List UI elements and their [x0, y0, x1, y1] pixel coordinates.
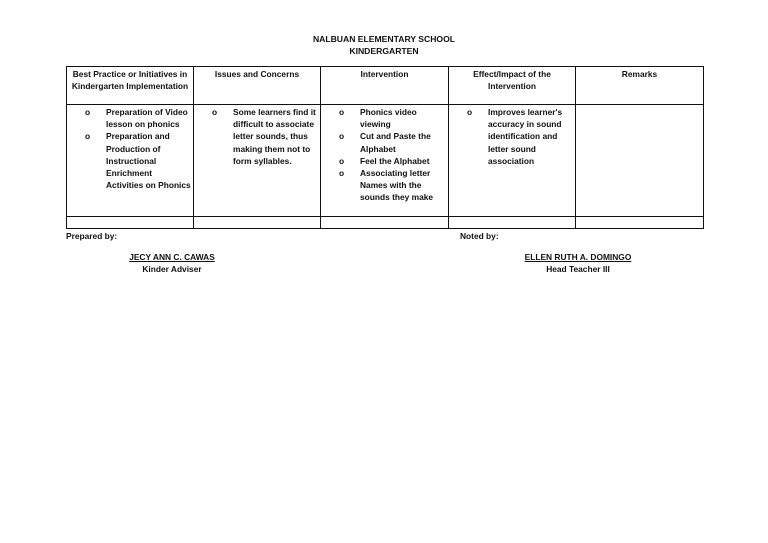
list-item — [323, 167, 446, 204]
table-empty-row — [67, 217, 704, 229]
intervention-list — [323, 106, 446, 204]
bullet-icon: o — [212, 107, 218, 117]
noted-by-title: Head Teacher III — [546, 264, 610, 274]
list-item — [69, 106, 191, 130]
best-practice-list — [69, 106, 191, 191]
list-item-text: Phonics video viewing — [360, 107, 417, 130]
col-header-remarks: Remarks — [576, 67, 704, 105]
report-table — [66, 66, 704, 229]
list-item — [451, 106, 573, 167]
table-header-row — [67, 67, 704, 105]
list-item — [323, 130, 446, 154]
grade-level: KINDERGARTEN — [349, 46, 419, 56]
bullet-icon: o — [339, 168, 345, 179]
school-name: NALBUAN ELEMENTARY SCHOOL — [312, 34, 456, 44]
col-header-effect: Effect/Impact of the Intervention — [449, 67, 576, 105]
empty-cell — [67, 217, 194, 229]
list-item — [323, 155, 446, 167]
list-item-text: Cut and Paste the Alphabet — [360, 131, 431, 154]
bullet-icon: o — [339, 155, 345, 166]
list-item-text: Feel the Alphabet — [360, 155, 430, 166]
empty-cell — [449, 217, 576, 229]
bullet-icon: o — [339, 131, 345, 142]
list-item — [196, 106, 318, 167]
cell-effect — [449, 105, 576, 217]
cell-best-practice — [67, 105, 194, 217]
noted-by-signature — [478, 251, 678, 275]
list-item — [69, 130, 191, 191]
prepared-by-title: Kinder Adviser — [142, 264, 202, 274]
bullet-icon: o — [85, 107, 91, 117]
cell-intervention — [321, 105, 449, 217]
bullet-icon: o — [85, 131, 91, 142]
bullet-icon: o — [339, 107, 345, 117]
issues-list — [196, 106, 318, 167]
list-item-text: Preparation of Video lesson on phonics — [106, 107, 188, 130]
empty-cell — [194, 217, 321, 229]
noted-by-name: ELLEN RUTH A. DOMINGO — [524, 252, 632, 262]
list-item-text: Some learners find it difficult to associate letter sounds, thus making them not to form syllables. — [233, 107, 316, 166]
bullet-icon: o — [467, 107, 473, 117]
col-header-best-practice: Best Practice or Initiatives in Kindergarten Implementation — [67, 67, 194, 105]
list-item-text: Improves learner's accuracy in sound identification and letter sound association — [488, 107, 563, 166]
cell-remarks — [576, 105, 704, 217]
empty-cell — [576, 217, 704, 229]
document-header — [0, 33, 768, 57]
cell-issues — [194, 105, 321, 217]
col-header-issues: Issues and Concerns — [194, 67, 321, 105]
prepared-by-signature — [72, 251, 272, 275]
prepared-by-name: JECY ANN C. CAWAS — [129, 252, 215, 262]
effect-list — [451, 106, 573, 167]
col-header-intervention: Intervention — [321, 67, 449, 105]
noted-by-label: Noted by: — [460, 231, 499, 241]
list-item — [323, 106, 446, 130]
prepared-by-label: Prepared by: — [66, 231, 118, 241]
list-item-text: Associating letter Names with the sounds they make — [360, 168, 434, 203]
list-item-text: Preparation and Production of Instructional Enrichment Activities on Phonics — [106, 131, 191, 191]
table-row — [67, 105, 704, 217]
empty-cell — [321, 217, 449, 229]
